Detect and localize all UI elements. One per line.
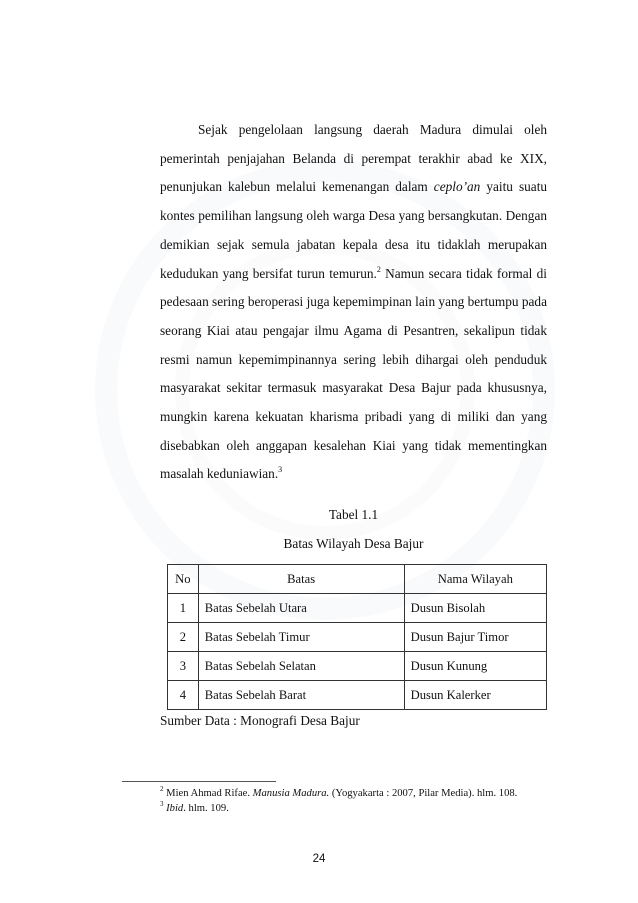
boundaries-table bbox=[167, 564, 547, 710]
cell-batas: Batas Sebelah Barat bbox=[198, 681, 404, 710]
footnote-title: Ibid bbox=[166, 803, 184, 814]
footnote-item bbox=[160, 801, 517, 816]
line-text: kedudukan yang bersifat turun temurun. bbox=[160, 265, 377, 281]
cell-batas: Batas Sebelah Selatan bbox=[198, 652, 404, 681]
cell-no: 1 bbox=[168, 594, 199, 623]
cell-no: 2 bbox=[168, 623, 199, 652]
table-source: Sumber Data : Monografi Desa Bajur bbox=[160, 713, 360, 728]
paragraph-line bbox=[160, 173, 547, 202]
header-no: No bbox=[168, 565, 199, 594]
line-text: yaitu suatu bbox=[486, 179, 548, 195]
cell-no: 3 bbox=[168, 652, 199, 681]
cell-wilayah: Dusun Bajur Timor bbox=[404, 623, 546, 652]
table-row bbox=[168, 652, 547, 681]
line-text: penunjukan kalebun melalui kemenangan dalam bbox=[160, 179, 428, 195]
footnote-number: 3 bbox=[160, 800, 164, 808]
paragraph-line bbox=[160, 460, 547, 489]
table-row bbox=[168, 623, 547, 652]
line-text: masalah keduniawian. bbox=[160, 466, 279, 482]
footnote-number: 2 bbox=[160, 785, 164, 793]
italic-term: ceplo’an bbox=[433, 179, 481, 195]
paragraph-line: pemerintah penjajahan Belanda di perempat terakhir abad ke XIX, bbox=[160, 150, 547, 166]
paragraph-line: disebabkan oleh anggapan kesalehan Kiai yang tidak mementingkan bbox=[160, 437, 547, 453]
footnote-ref[interactable]: 3 bbox=[278, 465, 283, 475]
footnote-item bbox=[160, 786, 517, 801]
cell-wilayah: Dusun Kalerker bbox=[404, 681, 546, 710]
paragraph-line: kontes pemilihan langsung oleh warga Desa yang bersangkutan. Dengan bbox=[160, 208, 547, 224]
footnote-details: . hlm. 109. bbox=[183, 803, 229, 814]
line-text: Namun secara tidak formal di bbox=[385, 265, 547, 281]
table-header-row bbox=[168, 565, 547, 594]
footnote-separator bbox=[122, 781, 276, 782]
footnotes bbox=[160, 786, 517, 816]
paragraph-line: mungkin karena kekuatan kharisma pribadi yang di miliki dan yang bbox=[160, 409, 547, 425]
footnote-title: Manusia Madura. bbox=[252, 788, 330, 799]
body-paragraph bbox=[160, 116, 547, 489]
table-row bbox=[168, 594, 547, 623]
table-number: Tabel 1.1 bbox=[328, 507, 379, 522]
table-row bbox=[168, 681, 547, 710]
paragraph-line bbox=[160, 260, 547, 289]
paragraph-line: masyarakat sekitar termasuk masyarakat Desa Bajur pada khususnya, bbox=[160, 380, 547, 396]
cell-wilayah: Dusun Kunung bbox=[404, 652, 546, 681]
cell-wilayah: Dusun Bisolah bbox=[404, 594, 546, 623]
footnote-author: Mien Ahmad Rifae. bbox=[166, 788, 251, 799]
paragraph-line: Sejak pengelolaan langsung daerah Madura dimulai oleh bbox=[198, 122, 547, 137]
footnote-details: (Yogyakarta : 2007, Pilar Media). hlm. 108. bbox=[331, 788, 518, 799]
header-batas: Batas bbox=[198, 565, 404, 594]
paragraph-line: pedesaan sering beroperasi juga kepemimpinan lain yang bertumpu pada bbox=[160, 294, 547, 310]
cell-batas: Batas Sebelah Utara bbox=[198, 594, 404, 623]
paragraph-line: demikian sejak semula jabatan kepala desa itu tidaklah merupakan bbox=[160, 236, 547, 252]
page-number: 24 bbox=[312, 853, 326, 865]
cell-no: 4 bbox=[168, 681, 199, 710]
footnote-ref[interactable]: 2 bbox=[376, 264, 381, 274]
header-nama-wilayah: Nama Wilayah bbox=[404, 565, 546, 594]
table-title: Batas Wilayah Desa Bajur bbox=[283, 536, 424, 551]
paragraph-line: resmi namun kepemimpinannya sering lebih dihargai oleh penduduk bbox=[160, 351, 547, 367]
cell-batas: Batas Sebelah Timur bbox=[198, 623, 404, 652]
paragraph-line: seorang Kiai atau pengajar ilmu Agama di Pesantren, sekalipun tidak bbox=[160, 322, 547, 338]
